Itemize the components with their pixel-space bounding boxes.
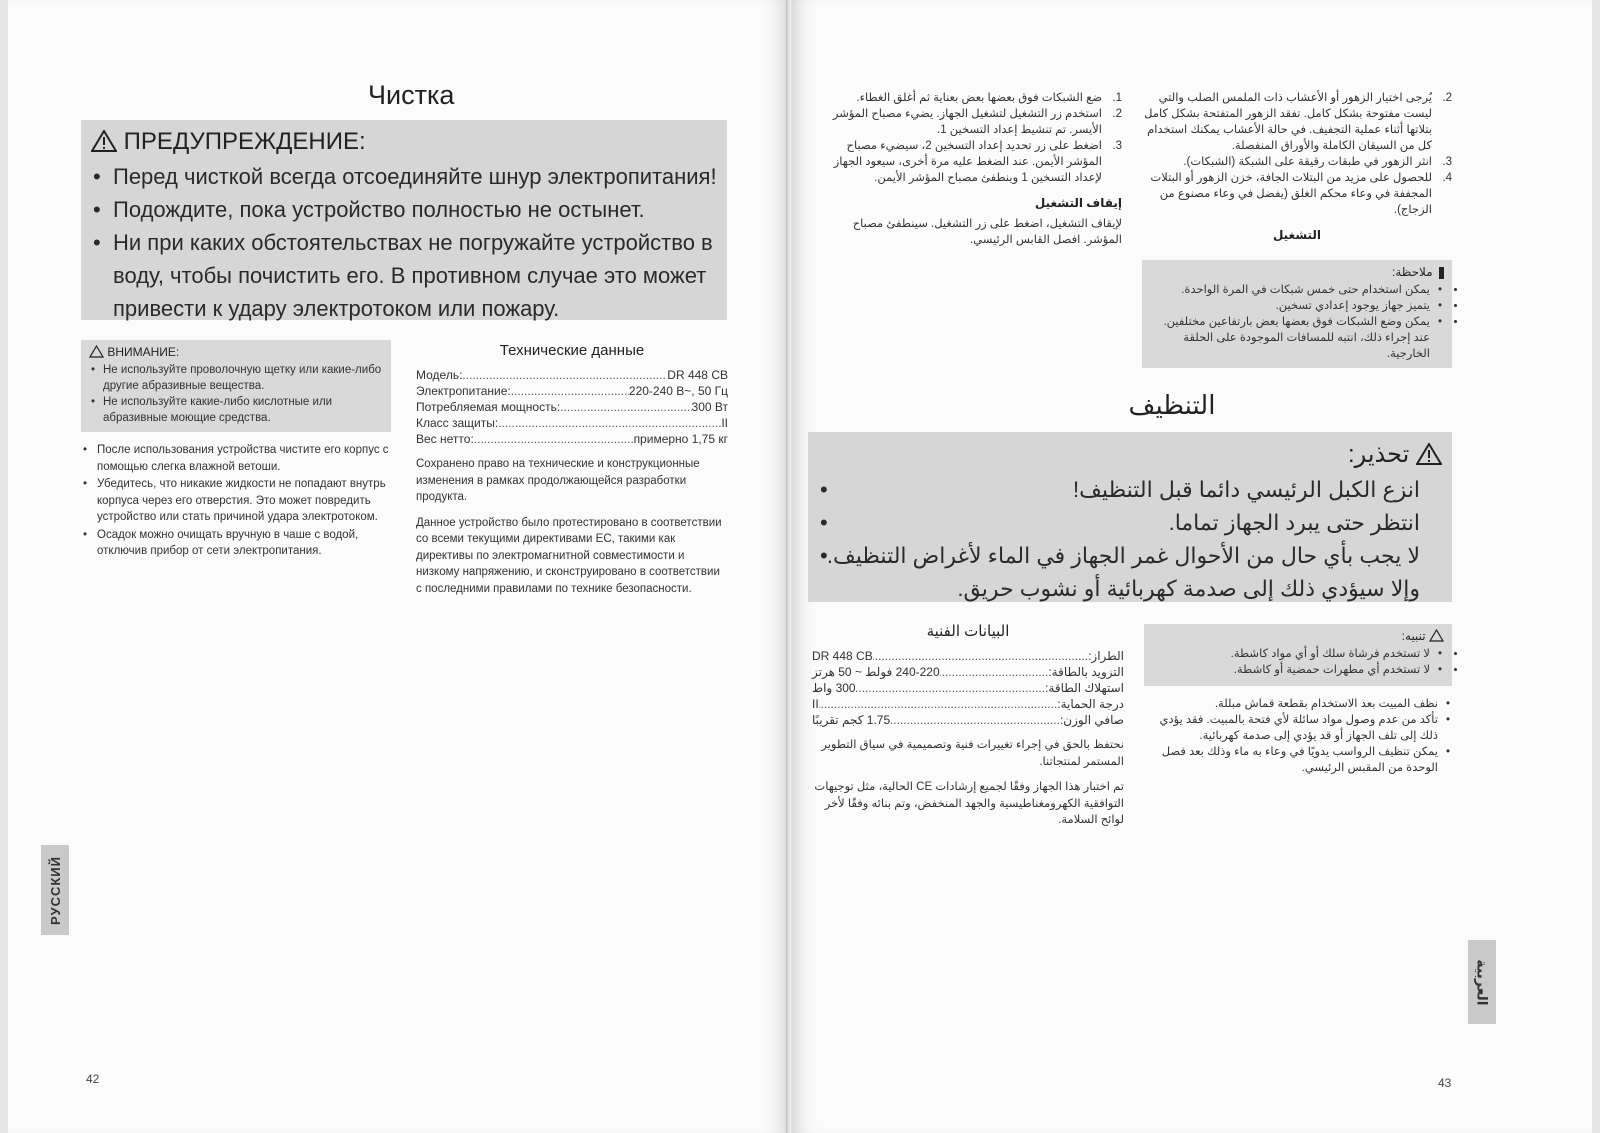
language-tab: РУССКИЙ xyxy=(41,845,69,935)
warning-item: • Перед чисткой всегда отсоединяйте шнур электропитания! xyxy=(91,160,717,193)
tech-row-power-supply: التزويد بالطاقة: ..... 240-220 فولط ~ 50 هرتز xyxy=(812,664,1124,680)
technical-data xyxy=(416,342,728,597)
page-title: Чистка xyxy=(368,80,455,110)
warning-triangle-icon xyxy=(89,345,104,358)
step-item: 1. ضع الشبكات فوق بعضها بعض بعناية ثم أغلق الغطاء. xyxy=(856,92,1122,104)
step-item: 2. يُرجى اختيار الزهور أو الأعشاب ذات الملمس الصلب والتي ليست مفتوحة بشكل كامل. تفقد الزهور المتفتحة بشكل كامل بتلاتها أثناء عملية التجفيف. في حالة الأعشاب يمكنك استخدام كل من السيقان الكاملة والأوراق المنفصلة. xyxy=(1144,92,1452,152)
attention-item: • • لا تستخدم أي مطهرات حمضية أو كاشطة. xyxy=(1152,662,1444,678)
warning-item: • انتظر حتى يبرد الجهاز تماما. xyxy=(818,506,1442,539)
attention-box xyxy=(81,340,391,432)
warning-triangle-icon xyxy=(91,130,117,152)
language-tab-ar: العربية xyxy=(1468,940,1496,1024)
cleaning-item: • Убедитесь, что никакие жидкости не попадают внутрь корпуса через его отверстия. Это может повредить устройство или стать причиной удара электротоком. xyxy=(81,476,391,526)
warning-item: • Ни при каких обстоятельствах не погружайте устройство в воду, чтобы почистить его. В противном случае это может привести к удару электротоком или пожару. xyxy=(91,226,717,325)
tech-row-protection-class: درجة الحماية: ..... II xyxy=(812,696,1124,712)
page-number: 43 xyxy=(1438,1076,1452,1090)
page-number: 42 xyxy=(86,1072,100,1086)
step-item: 3. انثر الزهور في طبقات رقيقة على الشبكة (الشبكات). xyxy=(1183,156,1452,168)
left-page xyxy=(8,0,788,1133)
attention-heading-ar: تنبيه: xyxy=(1152,629,1444,643)
warning-heading-ar: تحذير: xyxy=(818,440,1442,469)
attention-list xyxy=(89,362,383,426)
warning-item: • Подождите, пока устройство полностью не остынет. xyxy=(91,193,717,226)
step-item: 2. استخدم زر التشغيل لتشغيل الجهاز. يضيء مصباح المؤشر الأيسر. تم تنشيط إعداد التسخين 1. xyxy=(832,108,1122,136)
warning-box-ar xyxy=(808,432,1452,602)
tech-note-changes: نحتفظ بالحق في إجراء تغييرات فنية وتصميمية في سياق التطوير المستمر لمنتجاتنا. xyxy=(821,739,1124,768)
drying-steps xyxy=(1142,90,1452,248)
note-box xyxy=(1142,260,1452,368)
attention-box-ar xyxy=(1144,624,1452,686)
warning-triangle-icon xyxy=(1429,629,1444,642)
note-item: • • يمكن وضع الشبكات فوق بعضها بعض بارتفاعين مختلفين. عند إجراء ذلك، انتبه للمسافات الموجودة على الحلقة الخارجية. xyxy=(1150,314,1444,362)
warning-item: • لا يجب بأي حال من الأحوال غمر الجهاز في الماء لأغراض التنظيف. وإلا سيؤدي ذلك إلى صدمة كهربائية أو نشوب حريق. xyxy=(818,539,1442,605)
warning-list-ar xyxy=(818,473,1442,605)
cleaning-instructions-ar xyxy=(1144,696,1452,776)
right-page xyxy=(792,0,1592,1133)
warning-item: • انزع الكبل الرئيسي دائما قبل التنظيف! xyxy=(818,473,1442,506)
note-item: • • يتميز جهاز يوجود إعدادي تسخين. xyxy=(1150,298,1444,314)
tech-row-model: Модель: ..... DR 448 CB xyxy=(416,367,728,383)
warning-heading: ПРЕДУПРЕЖДЕНИЕ: xyxy=(91,128,717,156)
operation-heading: التشغيل xyxy=(1272,228,1322,242)
stop-text: لإيقاف التشغيل، اضغط على زر التشغيل. سينطفئ مصباح المؤشر. افصل القابس الرئيسي. xyxy=(852,218,1122,246)
stop-heading: إيقاف التشغيل xyxy=(1034,196,1122,210)
attention-heading: ВНИМАНИЕ: xyxy=(89,345,383,359)
tech-note-compliance: تم اختبار هذا الجهاز وفقًا لجميع إرشادات CE الحالية، مثل توجيهات التوافقية الكهرومغناطيسية والجهد المنخفض، وتم بنائه وفقًا لأخر لوائح السلامة. xyxy=(814,781,1124,826)
cleaning-item: • تأكد من عدم وصول مواد سائلة لأي فتحة بالمبيت. فقد يؤدي ذلك إلى تلف الجهاز أو قد يؤدي إلى صدمة كهربائية. xyxy=(1144,712,1452,744)
info-icon xyxy=(1439,267,1444,279)
tech-note-changes: Сохранено право на технические и конструкционные изменения в рамках продолжающейся разработки продукта. xyxy=(416,458,700,503)
attention-item: • Не используйте какие-либо кислотные или абразивные моющие средства. xyxy=(89,394,383,426)
attention-item: • • لا تستخدم فرشاة سلك أو أي مواد كاشطة. xyxy=(1152,646,1444,662)
operation-steps xyxy=(812,90,1122,248)
warning-triangle-icon xyxy=(1416,443,1442,465)
step-item: 3. اضغط على زر تحديد إعداد التسخين 2، سيضيء مصباح المؤشر الأيمن. عند الضغط عليه مرة أخرى، سيعود الجهاز لإعداد التسخين 1 وينطفئ مصباح المؤشر الأيمن. xyxy=(833,140,1122,184)
tech-row-power-consumption: Потребляемая мощность: ..... 300 Вт xyxy=(416,399,728,415)
tech-row-protection-class: Класс защиты: ..... II xyxy=(416,415,728,431)
attention-item: • Не используйте проволочную щетку или какие-либо другие абразивные вещества. xyxy=(89,362,383,394)
cleaning-title: التنظيف xyxy=(1128,390,1216,420)
note-item: • • يمكن استخدام حتى خمس شبكات في المرة الواحدة. xyxy=(1150,282,1444,298)
tech-row-model: الطراز: ..... DR 448 CB xyxy=(812,648,1124,664)
technical-data-heading-ar: البيانات الفنية xyxy=(926,623,1010,640)
tech-note-compliance: Данное устройство было протестировано в соответствии со всеми текущими директивами ЕС, такими как директивы по электромагнитной совместимости и низкому напряжению, и сконструировано в соответствии с последними правилами по технике безопасности. xyxy=(416,516,722,595)
technical-data-heading: Технические данные xyxy=(499,342,645,359)
tech-row-net-weight: Вес нетто: ..... примерно 1,75 кг xyxy=(416,431,728,447)
cleaning-instructions xyxy=(81,442,391,561)
note-heading: ملاحظة: xyxy=(1150,265,1444,279)
cleaning-item: • После использования устройства чистите его корпус с помощью слегка влажной ветоши. xyxy=(81,442,391,475)
warning-box xyxy=(81,120,727,320)
cleaning-item: • Осадок можно очищать вручную в чаше с водой, отключив прибор от сети электропитания. xyxy=(81,527,391,560)
cleaning-item: • يمكن تنظيف الرواسب يدويًا في وعاء به ماء وذلك بعد فصل الوحدة من المقبس الرئيسي. xyxy=(1144,744,1452,776)
warning-list xyxy=(91,160,717,325)
technical-data-ar xyxy=(812,622,1124,829)
step-item: 4. للحصول على مزيد من البتلات الجافة، خزن الزهور أو البتلات المجففة في وعاء محكم الغلق (يفضل في وعاء مصنوع من الزجاج). xyxy=(1150,172,1452,216)
cleaning-item: • نظف المبيت بعد الاستخدام بقطعة قماش مبللة. xyxy=(1144,696,1452,712)
tech-row-power-consumption: استهلاك الطاقة: ..... 300 واط xyxy=(812,680,1124,696)
tech-row-power-supply: Электропитание: ..... 220-240 В~, 50 Гц xyxy=(416,383,728,399)
tech-row-net-weight: صافي الوزن: ..... 1.75 كجم تقريبًا xyxy=(812,712,1124,728)
